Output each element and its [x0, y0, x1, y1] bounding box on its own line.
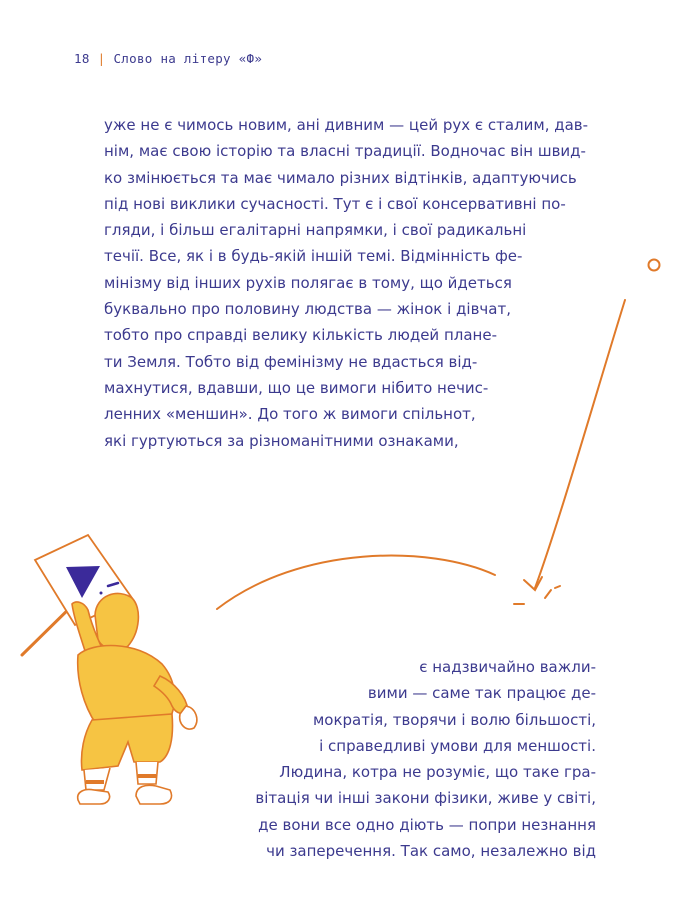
ball-icon — [649, 260, 660, 271]
text-line: тобто про справді велику кількість людей плане- — [104, 326, 497, 345]
text-line: ко змінюється та має чимало різних відтінків, адаптуючись — [104, 168, 577, 187]
text-line: які гуртуються за різноманітними ознаками, — [104, 431, 459, 450]
sign-dot — [100, 592, 103, 595]
motion-dash — [555, 586, 560, 588]
text-line: течії. Все, як і в будь-якій іншій темі. Відмінність фе- — [104, 247, 523, 266]
chapter-title: Слово на літеру «Ф» — [113, 51, 263, 66]
text-line: де вони все одно діють — попри незнання — [258, 815, 596, 834]
text-line: нім, має свою історію та власні традиції. Водночас він швид- — [104, 142, 586, 161]
ascending-arc — [217, 556, 495, 609]
motion-dash — [545, 590, 551, 598]
ball-arc-trajectory — [217, 260, 660, 610]
text-line: мінізму від інших рухів полягає в тому, що йдеться — [104, 273, 512, 292]
text-line: під нові виклики сучасності. Тут є і свої консервативні по- — [104, 194, 566, 213]
text-line: і справедливі умови для меншості. — [319, 736, 596, 755]
child-holding-protest-sign-icon — [22, 535, 197, 804]
text-line: мократія, творячи і волю більшості, — [312, 710, 596, 729]
page-number: 18 — [74, 51, 90, 66]
text-line: уже не є чимось новим, ані дивним — цей рух є сталим, дав- — [104, 116, 589, 134]
text-line: вими — саме так працює де- — [367, 684, 596, 703]
text-line: є надзвичайно важли- — [419, 658, 596, 676]
text-line: буквально про половину людства — жінок і дівчат, — [104, 300, 511, 319]
left-shoe — [78, 789, 110, 804]
text-line: вітація чи інші закони фізики, живе у світі, — [255, 789, 596, 808]
left-leg — [84, 768, 110, 790]
right-shoe — [136, 785, 172, 804]
shorts — [81, 714, 172, 770]
text-line: ти Земля. Тобто від фемінізму не вдасться від- — [104, 352, 478, 371]
text-line: чи заперечення. Так само, незалежно від — [266, 842, 596, 861]
text-line: гляди, і більш егалітарні напрямки, і свої радикальні — [104, 221, 527, 240]
right-leg — [136, 762, 158, 784]
hair — [95, 593, 138, 650]
text-line: махнутися, вдавши, що це вимоги нібито нечис- — [104, 378, 489, 397]
header-separator: | — [97, 51, 106, 66]
text-line: ленних «меншин». До того ж вимоги спільнот, — [104, 405, 476, 424]
descending-arc — [535, 300, 625, 588]
text-line: Людина, котра не розуміє, що таке гра- — [279, 763, 596, 782]
